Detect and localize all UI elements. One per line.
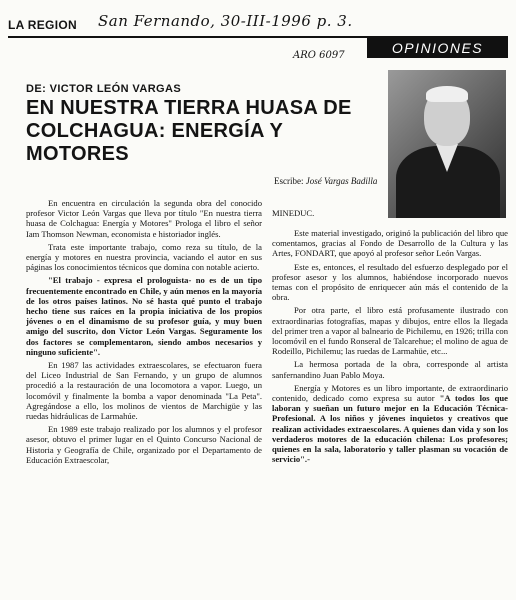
writer-label: Escribe: (274, 176, 304, 186)
handwritten-date-note: San Fernando, 30-III-1996 p. 3. (98, 12, 353, 30)
article-writer (274, 176, 394, 186)
paragraph (272, 383, 508, 465)
article-column-2 (272, 228, 508, 598)
newspaper-name: LA REGION (8, 18, 77, 32)
dedication-quote: "A todos los que laboran y sueñan un futuro mejor en la Educación Técnica-Profesional. A los niños y jóvenes inquietos y creativos que realizan actividades extraescolares. A quienes dan vida y son los verdaderos motores de la educación chilena: Los profesores; quienes en la sala, laboratorio y taller plasman su vocación de servicio".- (272, 393, 508, 465)
masthead (8, 12, 508, 34)
paragraph: En encuentra en circulación la segunda obra del conocido profesor Victor León Vargas que lleva por título "En nuestra tierra huasa de Colchagua: Energía y Motores" Prologa el libro el señor Iam Thomson Newman, economista e historiador inglés. (26, 198, 262, 239)
writer-name: José Vargas Badilla (305, 176, 378, 186)
paragraph: La hermosa portada de la obra, corresponde al artista sanfernandino Juan Pablo Moya. (272, 359, 508, 380)
paragraph: Por otra parte, el libro está profusamente ilustrado con extraordinarias fotografías, mapas y dibujos, entre ellos la llegada del primer tren a vapor al balneario de Pichilemu, en 1926; trilla con locomóvil en el fundo Ronseral de Talcarehue; el molino de agua de Rodeillo, Pichilemu; las ruedas de Larmahüe, etc... (272, 305, 508, 357)
portrait-hair (426, 86, 468, 102)
column-2-lead: MINEDUC. (272, 208, 315, 218)
article-byline: DE: VICTOR LEÓN VARGAS (26, 83, 182, 95)
paragraph: En 1987 las actividades extraescolares, se efectuaron fuera del Liceo Industrial de San Fernando, y un grupo de alumnos procedió a la restauración de una locomotora a vapor. Luego, un locomóvil y finalmente la bomba a vapor denominada "La Peta". Agregándose a ello, los molinos de vientos de Marchigüe y las ruedas hidráulicas de Larmahúe. (26, 360, 262, 422)
article-headline: EN NUESTRA TIERRA HUASA DE COLCHAGUA: ENERGÍA Y MOTORES (26, 97, 352, 165)
paragraph: Este material investigado, originó la publicación del libro que comentamos, gracias al Fondo de Desarrollo de la Cultura y las Artes, FONDART, que apoyó al profesor señor León Vargas. (272, 228, 508, 259)
article-column-1 (26, 198, 262, 598)
dedication-lead: Energía y Motores es un libro importante, de extraordinario contenido, dedicado como expresa su autor (272, 382, 508, 404)
author-portrait-photo (388, 70, 506, 218)
paragraph: Este es, entonces, el resultado del esfuerzo desplegado por el profesor asesor y los alumnos, habiéndose incorporado nuevos temas con el propósito de enriquecer aún más el contenido de la obra. (272, 261, 508, 303)
section-label: OPINIONES (367, 38, 508, 58)
paragraph: Trata este importante trabajo, como reza su título, de la energía y motores en nuestra provincia, vaciando el autor en sus páginas los conocimientos técnicos que domina con notable acierto. (26, 241, 262, 273)
archive-ref-code: ARO 6097 (293, 50, 345, 61)
prologue-quote: "El trabajo - expresa el prologuista- no es de un tipo frecuentemente encontrado en Chile, y aún menos en la mayoría de los otros países latinos. No sé hasta qué punto el trabajo hecho tiene sus raíces en la propia iniciativa de los propios jóvenes o en el dinamismo de su profesor guía, y muy buen amigo del suscrito, don Víctor León Vargas. Seguramente los dos factores se complementaron, siendo ambos necesarios y ninguno suficiente". (26, 275, 262, 357)
paragraph: En 1989 este trabajo realizado por los alumnos y el profesor asesor, obtuvo el primer lugar en el Quinto Concurso Nacional de Historia y Geografía de Chile, organizado por el Departamento de Educación Extraescolar, (26, 424, 262, 465)
